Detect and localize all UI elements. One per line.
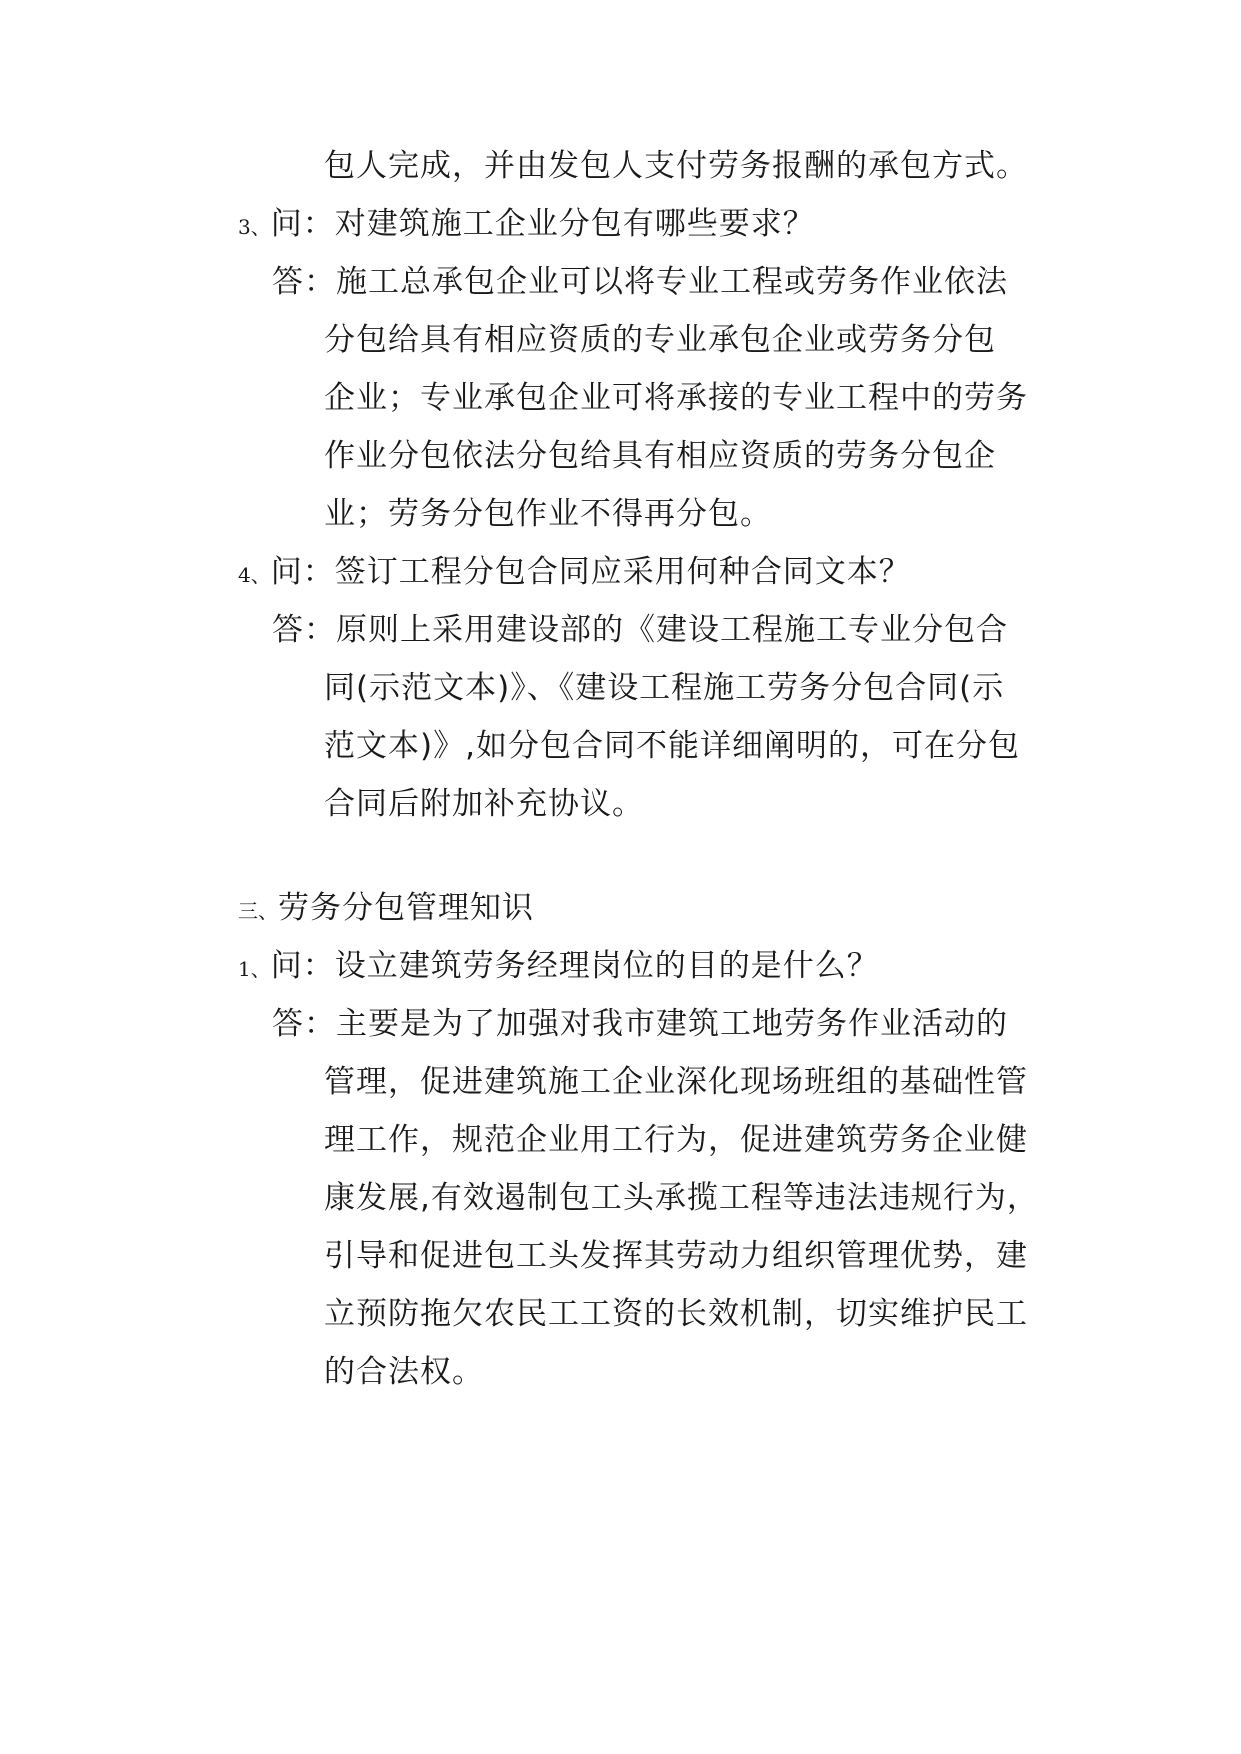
section-number: 三、	[238, 899, 278, 923]
answer-1-line-7: 的合法权。	[324, 1354, 484, 1390]
answer-4-line-1: 答：原则上采用建设部的《建设工程施工专业分包合	[272, 612, 1008, 648]
answer-1-line-4: 康发展,有效遏制包工头承揽工程等违法违规行为，	[324, 1180, 1039, 1216]
answer-4-line-2: 同(示范文本)》、《建设工程施工劳务分包合同(示	[324, 670, 1005, 706]
answer-3-line-4: 作业分包依法分包给具有相应资质的劳务分包企	[324, 438, 996, 474]
answer-1-line-2: 管理，促进建筑施工企业深化现场班组的基础性管	[324, 1064, 1028, 1100]
answer-1-line-6: 立预防拖欠农民工工资的长效机制，切实维护民工	[324, 1296, 1028, 1332]
item-number-1: 1、	[238, 957, 271, 981]
answer-3-line-1: 答：施工总承包企业可以将专业工程或劳务作业依法	[272, 264, 1008, 300]
answer-3-line-5: 业；劳务分包作业不得再分包。	[324, 496, 772, 532]
question-1-text: 问：设立建筑劳务经理岗位的目的是什么？	[270, 948, 879, 984]
item-number-3: 3、	[238, 215, 271, 239]
answer-1-line-1: 答：主要是为了加强对我市建筑工地劳务作业活动的	[272, 1006, 1008, 1042]
answer-1-line-3: 理工作，规范企业用工行为，促进建筑劳务企业健	[324, 1122, 1028, 1158]
question-4-text: 问：签订工程分包合同应采用何种合同文本？	[270, 554, 911, 590]
answer-1-line-5: 引导和促进包工头发挥其劳动力组织管理优势，建	[324, 1238, 1028, 1274]
answer-4-line-3: 范文本)》,如分包合同不能详细阐明的，可在分包	[324, 728, 1020, 764]
question-1	[238, 946, 879, 989]
question-3	[238, 204, 815, 247]
answer-4-line-4: 合同后附加补充协议。	[324, 786, 644, 822]
question-4	[238, 552, 911, 595]
section-title: 劳务分包管理知识	[278, 890, 534, 926]
section-heading	[238, 888, 534, 931]
item-number-4: 4、	[238, 563, 271, 587]
answer-3-line-2: 分包给具有相应资质的专业承包企业或劳务分包	[324, 322, 996, 358]
intro-continuation: 包人完成，并由发包人支付劳务报酬的承包方式。	[324, 148, 1028, 184]
answer-3-line-3: 企业；专业承包企业可将承接的专业工程中的劳务	[324, 380, 1028, 416]
question-3-text: 问：对建筑施工企业分包有哪些要求？	[270, 206, 815, 242]
